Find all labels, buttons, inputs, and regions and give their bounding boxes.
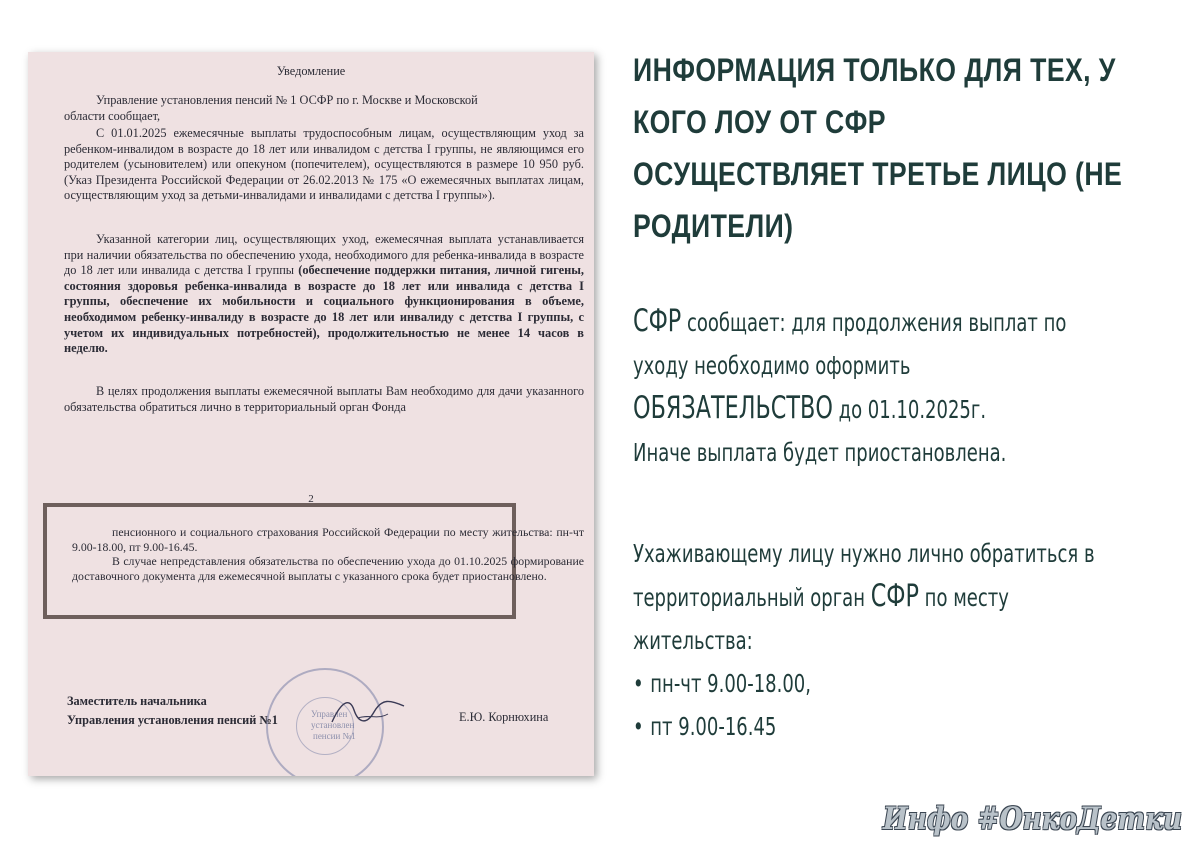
info-line-4: Иначе выплата будет приостановлена. bbox=[633, 438, 1007, 467]
continue-text: В целях продолжения выплаты ежемесячной выплаты Вам необходимо для дачи указанного обязательства обратиться лично в территориальный орган Фонда bbox=[64, 384, 584, 414]
obligation-text: Указанной категории лиц, осуществляющих уход, ежемесячная выплата устанавливается при наличии обязательства по обеспечению ухода, необходимого для ребенка-инвалида в возрасте до 18 лет или инвалида с детства I группы bbox=[64, 232, 584, 278]
contact-line-2-a: территориальный орган bbox=[633, 583, 871, 612]
bullet-icon: • bbox=[633, 669, 644, 698]
document-intro bbox=[64, 93, 584, 124]
headline-line-1: ИНФОРМАЦИЯ ТОЛЬКО ДЛЯ ТЕХ, У bbox=[633, 52, 1116, 88]
document-paragraph-obligation bbox=[64, 232, 584, 357]
handwritten-signature bbox=[328, 692, 408, 732]
schedule-list bbox=[633, 662, 1036, 748]
info-line-2: уходу необходимо оформить bbox=[633, 351, 911, 380]
contact-line-3: жительства: bbox=[633, 626, 753, 655]
info-line-3 bbox=[633, 387, 1036, 431]
contact-text-block bbox=[633, 532, 1095, 748]
headline-line-4: РОДИТЕЛИ) bbox=[633, 208, 794, 244]
stamp-text-2: установлен bbox=[311, 720, 355, 730]
schedule-item-friday bbox=[633, 705, 1036, 748]
contact-line-2 bbox=[633, 575, 1036, 619]
bullet-icon: • bbox=[633, 712, 644, 741]
signer-title-line-1: Заместитель начальника bbox=[67, 694, 207, 708]
document-paragraph-continue bbox=[64, 384, 584, 415]
schedule-item-weekdays bbox=[633, 662, 1036, 705]
headline-line-3: ОСУЩЕСТВЛЯЕТ ТРЕТЬЕ ЛИЦО (НЕ bbox=[633, 156, 1123, 192]
contact-line-2-c: по месту bbox=[918, 583, 1009, 612]
info-text-block bbox=[633, 300, 1067, 474]
watermark: Инфо #ОнкоДетки bbox=[882, 801, 1182, 837]
sfr-label: СФР bbox=[633, 303, 682, 339]
signer-title bbox=[67, 692, 278, 730]
document-title: Уведомление bbox=[276, 64, 346, 78]
obligation-details-bold: (обеспечение поддержки питания, личной гигены, состояния здоровья ребенка-инвалида в возрасте до 18 лет или инвалида с детства I группы, обеспечение их мобильности и социального функционирования в объеме, необходимом ребенку-инвалиду в возрасте до 18 лет или инвалиду с детства I группы, с учетом их индивидуальных потребностей), продолжительностью не менее 14 часов в неделю. bbox=[64, 263, 585, 356]
intro-line-2: области сообщает, bbox=[64, 108, 161, 123]
signer-title-line-2: Управления установления пенсий №1 bbox=[67, 713, 278, 727]
headline bbox=[633, 44, 1174, 252]
stamp-text-3: пенсии №1 bbox=[313, 731, 356, 741]
deadline-text: до 01.10.2025г. bbox=[832, 395, 987, 424]
headline-block bbox=[633, 44, 1173, 252]
obligation-word: ОБЯЗАТЕЛЬСТВО bbox=[633, 390, 833, 426]
box-paragraph-1: пенсионного и социального страхования Российской Федерации по месту жительства: пн-чт 9.00-18.00, пт 9.00-16.45. bbox=[72, 525, 584, 554]
payment-paragraph-text: С 01.01.2025 ежемесячные выплаты трудоспособным лицам, осуществляющим уход за ребенком-инвалидом в возрасте до 18 лет или инвалидом с детства I группы, не являющимся его родителем (усыновителем) или опекуном (попечителем), осуществляются в размере 10 950 руб. (Указ Президента Российской Федерации от 26.02.2013 № 175 «О ежемесячных выплатах лицам, осуществляющим уход за детьми-инвалидами и инвалидами с детства I группы»). bbox=[64, 126, 584, 203]
info-line-1 bbox=[633, 300, 1067, 344]
notification-document bbox=[28, 52, 594, 776]
headline-line-2: КОГО ЛОУ ОТ СФР bbox=[633, 104, 886, 140]
document-paragraph-payment bbox=[64, 126, 584, 204]
page-number: 2 bbox=[308, 493, 314, 505]
schedule-weekdays-text: пн-чт 9.00-18.00, bbox=[650, 669, 811, 698]
intro-line-1: Управление установления пенсий № 1 ОСФР по г. Москве и Московской bbox=[96, 93, 478, 107]
highlighted-text bbox=[72, 525, 584, 583]
stamp-text-1: Управлен bbox=[311, 709, 348, 719]
sfr-label-2: СФР bbox=[870, 578, 919, 614]
signer-name: Е.Ю. Корнюхина bbox=[459, 710, 549, 724]
schedule-friday-text: пт 9.00-16.45 bbox=[650, 712, 777, 741]
contact-line-1: Ухаживающему лицу нужно лично обратиться в bbox=[633, 539, 1095, 568]
box-paragraph-2: В случае непредставления обязательства по обеспечению ухода до 01.10.2025 формирование доставочного документа для ежемесячной выплаты с указанного срока будет приостановлено. bbox=[72, 554, 584, 583]
info-line-1-rest: сообщает: для продолжения выплат по bbox=[681, 308, 1067, 337]
